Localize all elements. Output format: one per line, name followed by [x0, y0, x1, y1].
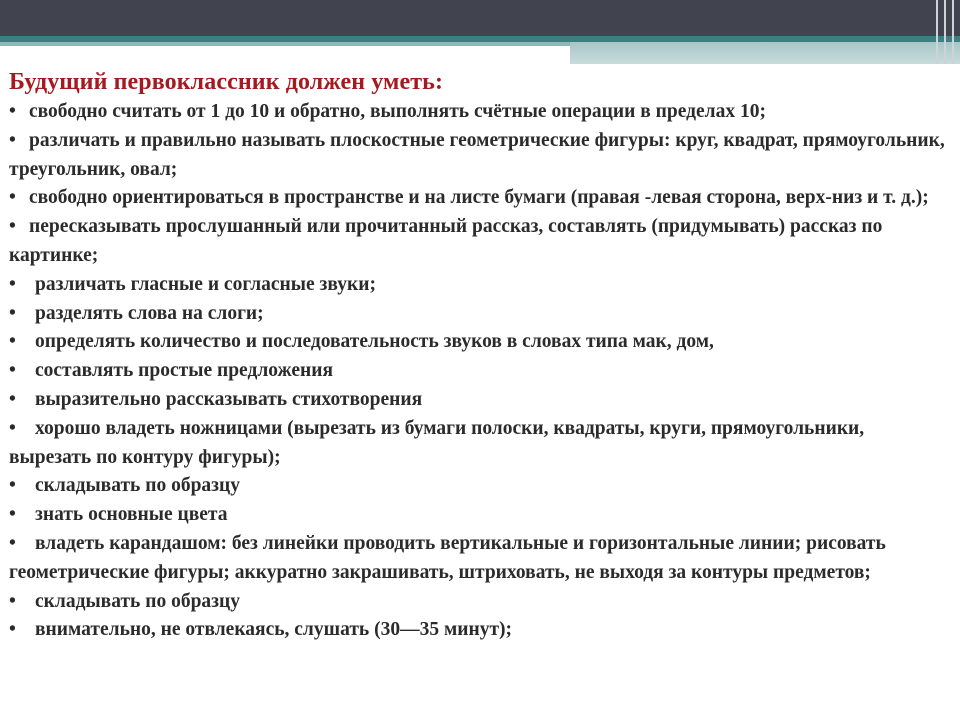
list-item — [9, 386, 949, 415]
list-item — [9, 530, 949, 588]
list-item — [9, 501, 949, 530]
bullet-icon: • — [9, 504, 16, 526]
list-item — [9, 588, 949, 617]
list-item-text: пересказывать прослушанный или прочитанный рассказ, составлять (придумывать) рассказ по картинке; — [9, 216, 883, 266]
list-item — [9, 184, 949, 213]
list-item — [9, 415, 949, 473]
list-item — [9, 357, 949, 386]
list-item — [9, 213, 949, 271]
list-item — [9, 616, 949, 645]
header-bar — [0, 0, 960, 36]
bullet-icon: • — [9, 273, 16, 295]
list-item — [9, 328, 949, 357]
list-item-text: составлять простые предложения — [35, 360, 334, 382]
list-item-text: свободно ориентироваться в пространстве и на листе бумаги (правая -левая сторона, верх-низ и т. д.); — [29, 187, 929, 209]
list-item — [9, 127, 949, 185]
list-item-text: определять количество и последовательность звуков в словах типа мак, дом, — [35, 331, 714, 353]
bullet-icon: • — [9, 388, 16, 410]
list-item — [9, 98, 949, 127]
bullet-icon: • — [9, 360, 16, 382]
bullet-icon: • — [9, 619, 16, 641]
list-item — [9, 271, 949, 300]
list-item-text: различать гласные и согласные звуки; — [35, 273, 376, 295]
slide-content — [9, 66, 949, 645]
skills-list — [9, 98, 949, 645]
bullet-icon: • — [9, 101, 16, 122]
bullet-icon: • — [9, 532, 16, 554]
list-item-text: разделять слова на слоги; — [35, 302, 264, 324]
bullet-icon: • — [9, 417, 16, 439]
list-item-text: различать и правильно называть плоскостные геометрические фигуры: круг, квадрат, прямоугольник, треугольник, овал; — [9, 129, 945, 180]
list-item-text: свободно считать от 1 до 10 и обратно, выполнять счётные операции в пределах 10; — [29, 101, 766, 122]
bullet-icon: • — [9, 129, 16, 151]
list-item-text: складывать по образцу — [35, 590, 240, 612]
list-item — [9, 300, 949, 329]
list-item-text: выразительно рассказывать стихотворения — [35, 388, 423, 410]
bullet-icon: • — [9, 216, 16, 238]
bullet-icon: • — [9, 590, 16, 612]
list-item-text: внимательно, не отвлекаясь, слушать (30—35 минут); — [35, 619, 513, 641]
list-item-text: хорошо владеть ножницами (вырезать из бумаги полоски, квадраты, круги, прямоугольники, вырезать по контуру фигуры); — [9, 417, 865, 468]
header-accent-block — [570, 42, 960, 64]
decorative-lines — [934, 0, 960, 64]
header-stripe-light — [0, 42, 570, 46]
list-item — [9, 472, 949, 501]
list-item-text: знать основные цвета — [35, 504, 228, 526]
bullet-icon: • — [9, 187, 16, 209]
list-item-text: владеть карандашом: без линейки проводить вертикальные и горизонтальные линии; рисовать геометрические фигуры; аккуратно закрашивать, штриховать, не выходя за контуры предметов; — [9, 532, 886, 583]
slide-title: Будущий первоклассник должен уметь: — [9, 69, 444, 95]
list-item-text: складывать по образцу — [35, 475, 240, 497]
bullet-icon: • — [9, 302, 16, 324]
bullet-icon: • — [9, 475, 16, 497]
bullet-icon: • — [9, 331, 16, 353]
